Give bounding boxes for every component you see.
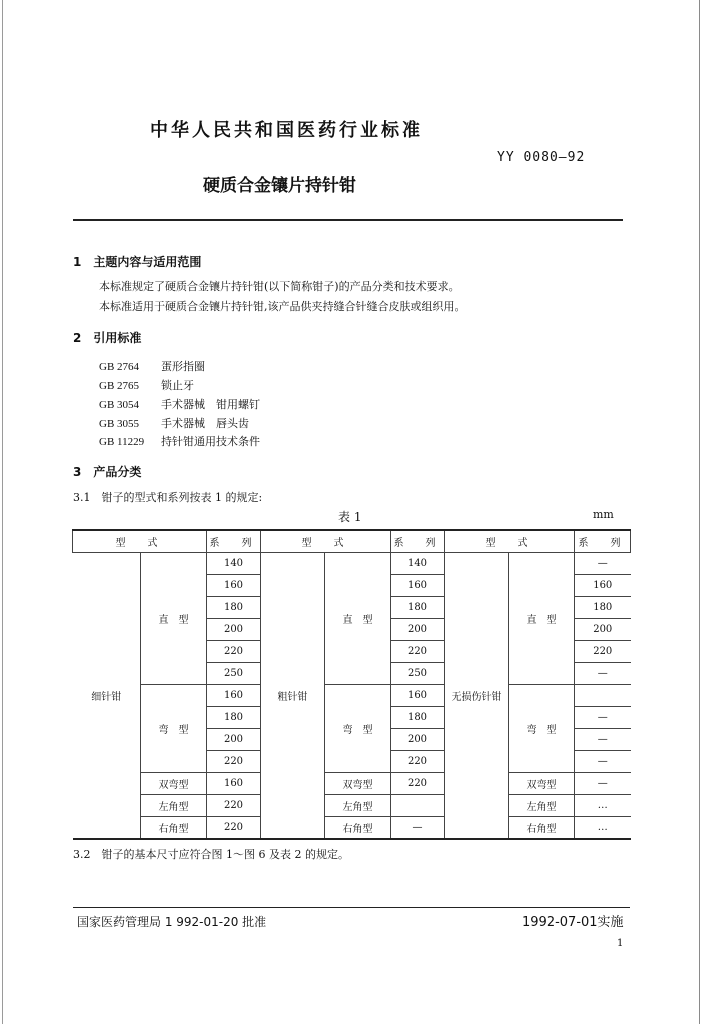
series-value: 140	[207, 553, 261, 575]
section-2-heading: 2 引用标准	[73, 331, 142, 345]
header-series: 系 列	[207, 530, 261, 553]
series-value	[391, 795, 445, 817]
subtype-curved: 弯 型	[509, 685, 575, 773]
subtype-straight: 直 型	[325, 553, 391, 685]
subtype-right-angle: 右角型	[325, 817, 391, 840]
series-value: 180	[575, 597, 631, 619]
series-value: 200	[207, 619, 261, 641]
subtype-curved: 弯 型	[141, 685, 207, 773]
series-value: 180	[391, 707, 445, 729]
standard-code: YY 0080—92	[497, 150, 586, 165]
series-value: 160	[575, 575, 631, 597]
series-value: 220	[207, 817, 261, 840]
series-value: 160	[207, 575, 261, 597]
header-type: 型 式	[261, 530, 391, 553]
series-value: —	[575, 553, 631, 575]
series-value: 180	[207, 707, 261, 729]
subtype-right-angle: 右角型	[509, 817, 575, 840]
page-number: 1	[617, 938, 624, 949]
series-value: 200	[575, 619, 631, 641]
series-value: —	[391, 817, 445, 840]
series-value: 160	[207, 773, 261, 795]
clause-3-1: 3.1 钳子的型式和系列按表 1 的规定:	[73, 491, 263, 504]
group-name: 细针钳	[73, 553, 141, 840]
series-value: …	[575, 817, 631, 840]
series-value: —	[575, 663, 631, 685]
series-value: 200	[391, 619, 445, 641]
series-value: 220	[391, 641, 445, 663]
header-series: 系 列	[575, 530, 631, 553]
series-value: —	[575, 773, 631, 795]
series-value: —	[575, 751, 631, 773]
series-value: 140	[391, 553, 445, 575]
reference-item: GB 2764 蛋形指圈	[99, 360, 205, 373]
subtype-left-angle: 左角型	[141, 795, 207, 817]
approval-line: 国家医药管理局 1 992-01-20 批准	[77, 915, 267, 929]
reference-item: GB 2765 锁止牙	[99, 379, 194, 392]
subtype-double-curved: 双弯型	[325, 773, 391, 795]
subtype-straight: 直 型	[509, 553, 575, 685]
standard-title: 硬质合金镶片持针钳	[203, 176, 356, 196]
subtype-right-angle: 右角型	[141, 817, 207, 840]
series-value: —	[575, 729, 631, 751]
group-name: 粗针钳	[261, 553, 325, 840]
reference-item: GB 11229 持针钳通用技术条件	[99, 435, 260, 448]
series-value: 220	[207, 641, 261, 663]
effective-date: 1992-07-01实施	[522, 915, 624, 930]
series-value: 200	[207, 729, 261, 751]
scan-edge-left	[2, 0, 3, 1024]
subtype-left-angle: 左角型	[509, 795, 575, 817]
header-type: 型 式	[73, 530, 207, 553]
section-3-heading: 3 产品分类	[73, 465, 142, 479]
section-1-paragraph-2: 本标准适用于硬质合金镶片持针钳,该产品供夹持缝合针缝合皮肤或组织用。	[99, 300, 466, 313]
section-1-heading: 1 主题内容与适用范围	[73, 255, 202, 269]
series-table	[72, 529, 631, 840]
series-value: 180	[207, 597, 261, 619]
subtype-straight: 直 型	[141, 553, 207, 685]
header-series: 系 列	[391, 530, 445, 553]
header-rule	[73, 219, 623, 221]
issuing-organization: 中华人民共和国医药行业标准	[150, 120, 423, 141]
clause-3-2: 3.2 钳子的基本尺寸应符合图 1～图 6 及表 2 的规定。	[73, 848, 349, 861]
table-title: 表 1	[338, 510, 362, 524]
series-value: 180	[391, 597, 445, 619]
series-value: 220	[207, 795, 261, 817]
scan-edge-right	[699, 0, 700, 1024]
footer-rule	[73, 907, 630, 908]
series-value: 160	[207, 685, 261, 707]
series-value: 250	[391, 663, 445, 685]
series-value: —	[575, 707, 631, 729]
subtype-double-curved: 双弯型	[141, 773, 207, 795]
series-value: 220	[391, 751, 445, 773]
subtype-left-angle: 左角型	[325, 795, 391, 817]
reference-item: GB 3054 手术器械 钳用螺钉	[99, 398, 260, 411]
section-1-paragraph-1: 本标准规定了硬质合金镶片持针钳(以下简称钳子)的产品分类和技术要求。	[99, 280, 460, 293]
series-value: 160	[391, 575, 445, 597]
series-value: 160	[391, 685, 445, 707]
group-name: 无损伤针钳	[445, 553, 509, 840]
reference-item: GB 3055 手术器械 唇头齿	[99, 417, 249, 430]
table-unit: mm	[593, 508, 614, 521]
series-value: 250	[207, 663, 261, 685]
subtype-double-curved: 双弯型	[509, 773, 575, 795]
series-value: …	[575, 795, 631, 817]
series-value: 220	[391, 773, 445, 795]
series-value: 200	[391, 729, 445, 751]
series-value: 220	[207, 751, 261, 773]
series-value: 220	[575, 641, 631, 663]
subtype-curved: 弯 型	[325, 685, 391, 773]
header-type: 型 式	[445, 530, 575, 553]
series-value	[575, 685, 631, 707]
